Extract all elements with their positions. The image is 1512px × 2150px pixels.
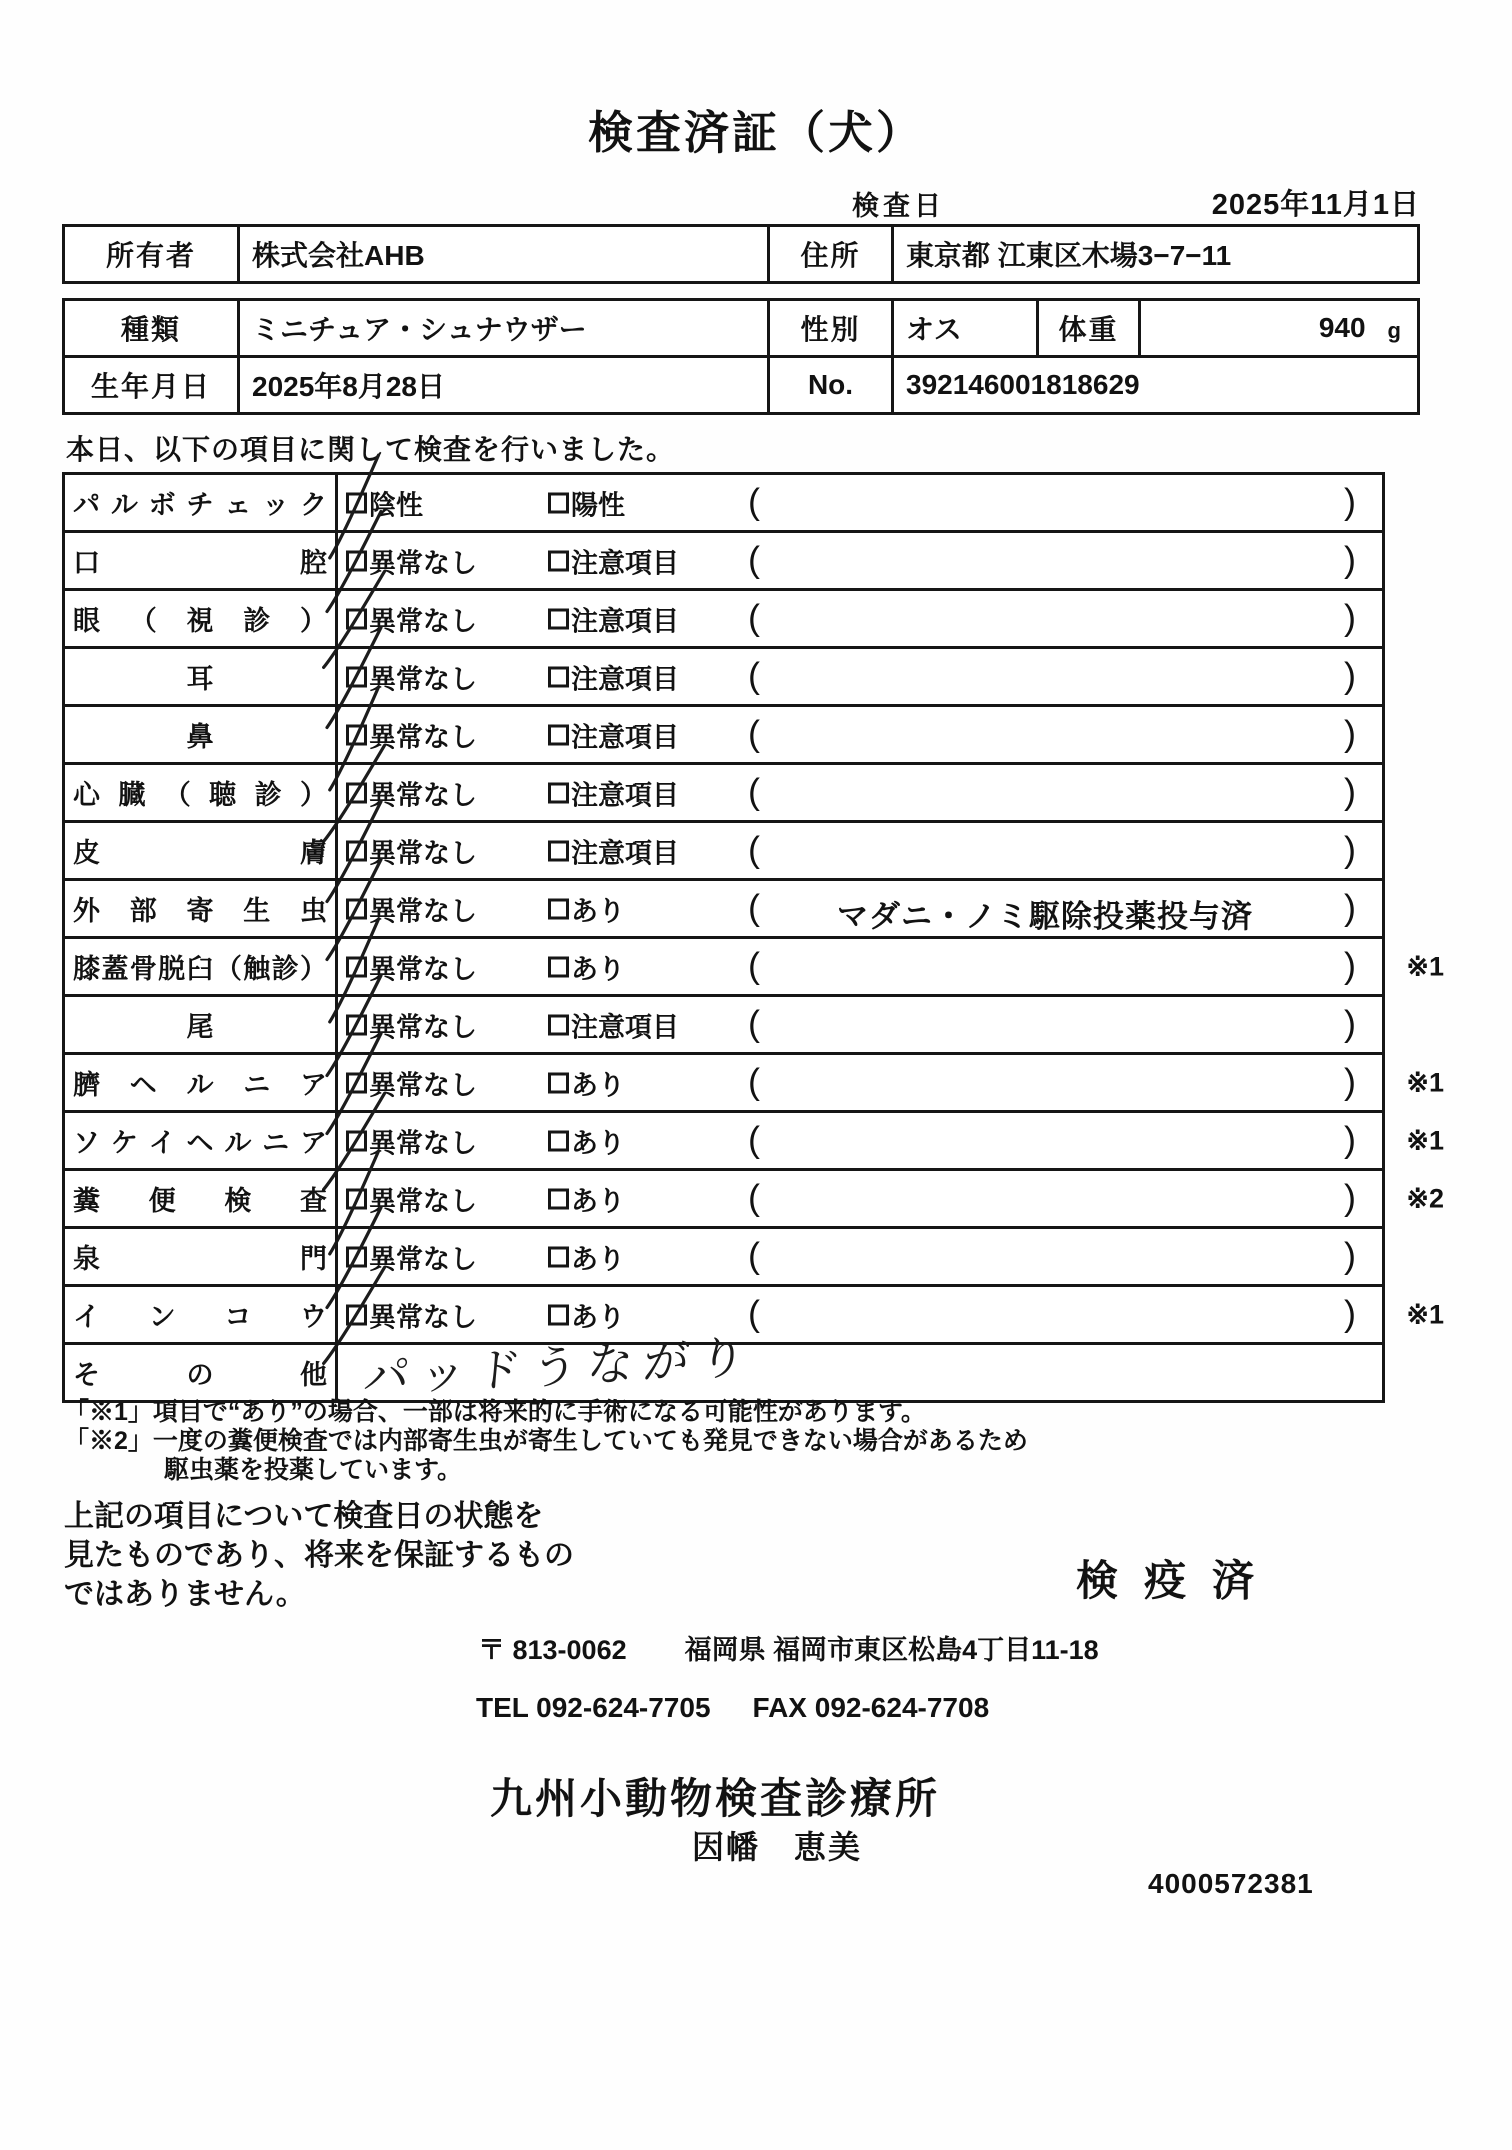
inspection-row-body: [338, 533, 1382, 588]
label-characters: 心 臓 （ 聴 診 ）: [73, 780, 327, 810]
inspection-row-body: [338, 591, 1382, 646]
label-characters: そ の 他: [73, 1360, 327, 1390]
inspection-row: [65, 646, 1382, 704]
checkbox-icon: [548, 840, 569, 861]
inspection-item-label: [65, 707, 338, 762]
result-option-1-label: 異常なし: [369, 838, 477, 868]
checkbox-icon: [346, 782, 367, 803]
checkbox-icon: [346, 724, 367, 745]
result-option-1-label: 異常なし: [369, 780, 477, 810]
inspection-item-label: [65, 1229, 338, 1284]
result-option-1-label: 異常なし: [369, 1128, 477, 1158]
inspection-item-label: [65, 765, 338, 820]
open-paren: (: [748, 1001, 760, 1043]
open-paren: (: [748, 1117, 760, 1159]
result-option-1: [346, 599, 477, 638]
inspection-row: [65, 820, 1382, 878]
label-characters: 尾: [186, 1012, 214, 1042]
checkbox-icon: [346, 1188, 367, 1209]
open-paren: (: [748, 479, 760, 521]
result-option-1-label: 異常なし: [369, 722, 477, 752]
result-option-2-label: 注意項目: [571, 606, 679, 636]
result-option-2-label: 陽性: [571, 490, 625, 520]
label-characters: イ ン コ ウ: [73, 1302, 327, 1332]
inspection-row-body: [338, 997, 1382, 1052]
checkbox-icon: [548, 724, 569, 745]
checkbox-icon: [346, 1014, 367, 1035]
close-paren: ): [1344, 1233, 1356, 1275]
result-option-1-label: 異常なし: [369, 548, 477, 578]
inspection-row: [65, 1110, 1444, 1168]
result-option-1-label: 異常なし: [369, 1070, 477, 1100]
breed-value: ミニチュア・シュナウザー: [237, 301, 767, 355]
inspection-item-label: [65, 1287, 338, 1342]
inspection-row: [65, 762, 1382, 820]
checkbox-icon: [548, 492, 569, 513]
close-paren: ): [1344, 479, 1356, 521]
checkbox-icon: [548, 550, 569, 571]
result-option-2: [548, 947, 625, 986]
checkbox-icon: [548, 1072, 569, 1093]
serial-number: 4000572381: [1148, 1868, 1314, 1899]
intro-sentence: 本日、以下の項目に関して検査を行いました。: [66, 434, 676, 465]
close-paren: ): [1344, 537, 1356, 579]
checkbox-icon: [548, 608, 569, 629]
footnote-2: 「※2」一度の糞便検査では内部寄生虫が寄生していても発見できない場合があるため: [64, 1427, 1028, 1455]
open-paren: (: [748, 1233, 760, 1275]
result-option-2-label: 注意項目: [571, 722, 679, 752]
label-characters: ソ ケ イ ヘ ル ニ ア: [73, 1128, 327, 1158]
close-paren: ): [1344, 711, 1356, 753]
inspection-date-value: 2025年11月1日: [1211, 189, 1420, 221]
result-option-1: [346, 773, 477, 812]
inspection-row-body: [338, 475, 1382, 530]
inspection-item-label: [65, 475, 338, 530]
weight-label: 体重: [1036, 301, 1138, 355]
result-option-2-label: あり: [571, 1302, 625, 1332]
inspection-row-body: [338, 707, 1382, 762]
label-characters: 外 部 寄 生 虫: [73, 896, 327, 926]
inspection-row-body: [338, 881, 1382, 936]
result-option-2: [548, 599, 679, 638]
close-paren: ): [1344, 827, 1356, 869]
checkbox-icon: [548, 956, 569, 977]
checkbox-icon: [548, 1188, 569, 1209]
result-option-1: [346, 1179, 477, 1218]
result-option-1: [346, 947, 477, 986]
close-paren: ): [1344, 1059, 1356, 1101]
inspection-item-label: [65, 881, 338, 936]
birthdate-value: 2025年8月28日: [237, 358, 767, 412]
result-option-1: [346, 1295, 477, 1334]
close-paren: ): [1344, 1175, 1356, 1217]
inspection-item-label: [65, 1345, 338, 1400]
reference-mark: ※1: [1406, 951, 1444, 981]
result-option-2-label: あり: [571, 1244, 625, 1274]
inspection-item-label: [65, 939, 338, 994]
result-option-2: [548, 1063, 625, 1102]
label-characters: 皮 膚: [73, 838, 327, 868]
inspection-date-label: 検査日: [852, 191, 945, 221]
spacer: [711, 1692, 753, 1724]
checkbox-icon: [548, 898, 569, 919]
label-characters: 鼻: [186, 722, 214, 752]
result-option-2-label: あり: [571, 896, 625, 926]
sex-value: オス: [891, 301, 1036, 355]
inspection-item-label: [65, 1055, 338, 1110]
inspection-item-label: [65, 997, 338, 1052]
checkbox-icon: [346, 608, 367, 629]
result-option-2: [548, 831, 679, 870]
result-option-2: [548, 1121, 625, 1160]
open-paren: (: [748, 943, 760, 985]
disclaimer-statement: [64, 1497, 574, 1614]
disclaimer-line-3: ではありません。: [64, 1578, 306, 1611]
open-paren: (: [748, 711, 760, 753]
close-paren: ): [1344, 595, 1356, 637]
disclaimer-line-2: 見たものであり、将来を保証するもの: [64, 1539, 574, 1572]
breed-label: 種類: [120, 314, 181, 345]
checkbox-icon: [548, 1304, 569, 1325]
inspection-row: [65, 588, 1382, 646]
close-paren: ): [1344, 1117, 1356, 1159]
checkbox-icon: [346, 492, 367, 513]
label-characters: パ ル ボ チ ェ ッ ク: [73, 490, 327, 520]
reference-mark: ※2: [1406, 1183, 1444, 1213]
result-option-1: [346, 1237, 477, 1276]
label-characters: 眼 （ 視 診 ）: [73, 606, 327, 636]
owner-label: 所有者: [105, 240, 196, 271]
open-paren: (: [748, 1291, 760, 1333]
close-paren: ): [1344, 885, 1356, 927]
checkbox-icon: [346, 1130, 367, 1151]
result-option-1-label: 異常なし: [369, 606, 477, 636]
result-option-2: [548, 541, 679, 580]
clinic-address: 福岡県 福岡市東区松島4丁目11-18: [684, 1635, 1099, 1665]
close-paren: ): [1344, 943, 1356, 985]
disclaimer-line-1: 上記の項目について検査日の状態を: [64, 1500, 544, 1533]
label-characters: 臍 ヘ ル ニ ア: [73, 1070, 327, 1100]
address-value: 東京都 江東区木場3−7−11: [891, 227, 1417, 281]
inspection-row: [65, 1226, 1382, 1284]
inspection-row: [65, 878, 1382, 936]
result-option-1-label: 異常なし: [369, 1302, 477, 1332]
tel-number: TEL 092-624-7705: [476, 1692, 711, 1723]
quarantine-stamp: 検疫済: [1076, 1557, 1281, 1604]
result-option-2-label: 注意項目: [571, 548, 679, 578]
checkbox-icon: [548, 782, 569, 803]
label-characters: 耳: [186, 664, 214, 694]
checkbox-icon: [548, 1130, 569, 1151]
animal-info-table: [62, 298, 1420, 415]
clinic-name: 九州小動物検査診療所: [490, 1775, 941, 1822]
footnotes: [64, 1398, 1028, 1485]
sex-label: 性別: [767, 301, 891, 355]
label-characters: 糞 便 検 査: [73, 1186, 327, 1216]
result-option-1: [346, 889, 477, 928]
reference-mark: ※1: [1406, 1125, 1444, 1155]
result-option-1-label: 異常なし: [369, 954, 477, 984]
checkbox-icon: [548, 1246, 569, 1267]
result-option-2: [548, 773, 679, 812]
fax-number: FAX 092-624-7708: [752, 1692, 990, 1723]
page-title: 検査済証（犬）: [587, 107, 924, 158]
open-paren: (: [748, 1175, 760, 1217]
open-paren: (: [748, 595, 760, 637]
result-option-2: [548, 889, 625, 928]
postal-code: 〒 813-0062: [478, 1635, 627, 1665]
result-option-1: [346, 1121, 477, 1160]
inspection-row-body: [338, 649, 1382, 704]
result-option-2: [548, 657, 679, 696]
close-paren: ): [1344, 1291, 1356, 1333]
inspection-item-label: [65, 1113, 338, 1168]
checkbox-icon: [346, 550, 367, 571]
remark-value: マダニ・ノミ駆除投薬投与済: [837, 898, 1253, 934]
owner-value: 株式会社AHB: [237, 227, 767, 281]
birthdate-label: 生年月日: [90, 371, 211, 402]
weight-unit: g: [1387, 318, 1401, 343]
result-option-2-label: あり: [571, 1128, 625, 1158]
result-option-2-label: 注意項目: [571, 838, 679, 868]
result-option-2-label: 注意項目: [571, 780, 679, 810]
open-paren: (: [748, 537, 760, 579]
result-option-2: [548, 715, 679, 754]
no-value: 392146001818629: [891, 358, 1417, 412]
inspection-row-body: [338, 765, 1382, 820]
spacer: [627, 1628, 685, 1667]
checkbox-icon: [346, 840, 367, 861]
owner-address-table: [62, 224, 1420, 284]
result-option-2: [548, 1005, 679, 1044]
checkbox-icon: [346, 1246, 367, 1267]
result-option-1: [346, 657, 477, 696]
checkbox-icon: [548, 666, 569, 687]
inspection-row: [65, 704, 1382, 762]
checkbox-icon: [346, 666, 367, 687]
inspection-row: [65, 936, 1444, 994]
reference-mark: ※1: [1406, 1067, 1444, 1097]
result-option-2-label: 注意項目: [571, 664, 679, 694]
result-option-2: [548, 483, 625, 522]
label-characters: 膝 蓋 骨 脱 臼 （ 触 診 ）: [73, 954, 327, 984]
open-paren: (: [748, 769, 760, 811]
result-option-2-label: あり: [571, 1186, 625, 1216]
inspection-row: [65, 475, 1382, 530]
address-label: 住所: [767, 227, 891, 281]
result-option-2-label: あり: [571, 1070, 625, 1100]
label-characters: 泉 門: [73, 1244, 327, 1274]
inspection-item-label: [65, 1171, 338, 1226]
inspection-table: [62, 472, 1444, 1404]
inspection-item-label: [65, 649, 338, 704]
inspection-row-body: [338, 1330, 1382, 1404]
close-paren: ): [1344, 1001, 1356, 1043]
checkbox-icon: [346, 898, 367, 919]
weight-number: 940: [1318, 312, 1366, 343]
veterinarian-name: 因幡 恵美: [692, 1829, 863, 1865]
result-option-1: [346, 1063, 477, 1102]
inspection-row-body: [338, 1055, 1444, 1110]
result-option-1-label: 異常なし: [369, 1186, 477, 1216]
checkbox-icon: [346, 1072, 367, 1093]
inspection-item-label: [65, 823, 338, 878]
label-characters: 口 腔: [73, 548, 327, 578]
inspection-row-body: [338, 823, 1382, 878]
result-option-1: [346, 831, 477, 870]
result-option-2-label: 注意項目: [571, 1012, 679, 1042]
clinic-tel-line: [476, 1692, 989, 1724]
weight-value: [1138, 301, 1417, 355]
result-option-1: [346, 483, 423, 522]
result-option-1-label: 異常なし: [369, 1244, 477, 1274]
inspection-row-body: [338, 1171, 1444, 1226]
open-paren: (: [748, 653, 760, 695]
inspection-row: [65, 1052, 1444, 1110]
open-paren: (: [748, 1059, 760, 1101]
no-label: No.: [767, 358, 891, 412]
inspection-row-body: [338, 939, 1444, 994]
inspection-row: [65, 1330, 1382, 1404]
result-option-1: [346, 715, 477, 754]
result-option-2: [548, 1179, 625, 1218]
result-option-1-label: 陰性: [369, 490, 423, 520]
checkbox-icon: [548, 1014, 569, 1035]
handwritten-note: パッドうながり: [361, 1330, 758, 1404]
result-option-1: [346, 541, 477, 580]
open-paren: (: [748, 827, 760, 869]
inspection-row: [65, 530, 1382, 588]
result-option-1: [346, 1005, 477, 1044]
inspection-item-label: [65, 591, 338, 646]
checkbox-icon: [346, 1304, 367, 1325]
result-option-1-label: 異常なし: [369, 1012, 477, 1042]
footnote-2-continued: 駆虫薬を投薬しています。: [164, 1456, 463, 1484]
checkbox-icon: [346, 956, 367, 977]
open-paren: (: [748, 885, 760, 927]
inspection-row-body: [338, 1113, 1444, 1168]
reference-mark: ※1: [1406, 1299, 1444, 1329]
clinic-postal-line: [478, 1628, 1099, 1667]
close-paren: ): [1344, 769, 1356, 811]
inspection-row: [65, 1168, 1444, 1226]
close-paren: ): [1344, 653, 1356, 695]
inspection-item-label: [65, 533, 338, 588]
footnote-1: 「※1」項目で“あり”の場合、一部は将来的に手術になる可能性があります。: [64, 1398, 926, 1426]
result-option-1-label: 異常なし: [369, 896, 477, 926]
result-option-2: [548, 1237, 625, 1276]
result-option-2-label: あり: [571, 954, 625, 984]
inspection-row-body: [338, 1229, 1382, 1284]
result-option-1-label: 異常なし: [369, 664, 477, 694]
inspection-row: [65, 994, 1382, 1052]
